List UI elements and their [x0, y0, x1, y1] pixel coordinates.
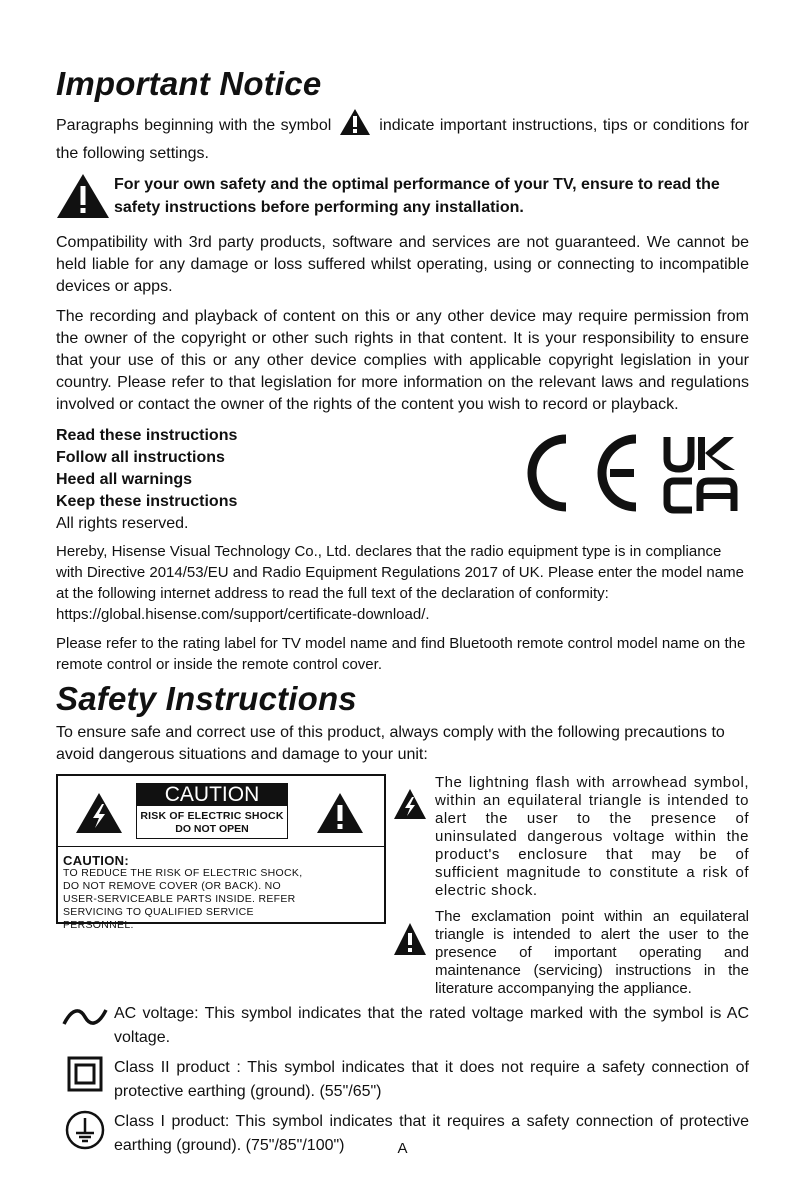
caution-box-top [58, 776, 384, 847]
safety-warning [56, 173, 749, 224]
compatibility-paragraph: Compatibility with 3rd party products, software and services are not guaranteed. We cannot be held liable for any damage or loss suffered whilst operating, using or connecting to incompatible devices or apps. [56, 234, 749, 296]
exclamation-triangle-icon [316, 792, 364, 839]
page [56, 66, 749, 1158]
caution-header: CAUTION [137, 784, 287, 806]
warning-text: For your own safety and the optimal performance of your TV, ensure to read the safety instructions before performing any installation. [114, 176, 720, 217]
exclamation-explanation [393, 908, 749, 998]
ce-mark [532, 439, 636, 507]
declaration-paragraph: Hereby, Hisense Visual Technology Co., Ltd. declares that the radio equipment type is in compliance with Directive 2014/53/EU and Radio Equipment Regulations 2017 of UK. Please enter the model name at the following internet address to read the full text of the declaration of conformity: https://global.hisense.com/support/certificate-download/. [56, 543, 744, 624]
recording-paragraph: The recording and playback of content on this or any other device may require permission from the owner of the copyright or other such rights in that content. It is your responsibility to ensure that your use of this or any other device complies with applicable copyright legislation in your country. Please refer to that legislation for more information on the relevant laws and regulations involved or contact the owner of the rights of the content you wish to record or playback. [56, 308, 749, 414]
ac-symbol-row [56, 1002, 749, 1050]
exclamation-triangle-icon [393, 908, 435, 961]
instructions-block [56, 425, 749, 533]
lightning-explanation [393, 774, 749, 900]
caution-colon-label: CAUTION: [63, 852, 129, 868]
lightning-triangle-icon [393, 774, 435, 825]
warning-triangle-icon [339, 108, 371, 143]
instruction-list [56, 425, 238, 533]
caution-line1: RISK OF ELECTRIC SHOCK [140, 809, 284, 822]
exclamation-text: The exclamation point within an equilateral triangle is intended to alert the user to the presence of important operating and maintenance (servicing) instructions in the literature accompanying the appliance. [435, 907, 749, 997]
ukca-mark [667, 437, 735, 511]
safety-instructions-title: Safety Instructions [56, 680, 357, 718]
rights-reserved: All rights reserved. [56, 515, 189, 533]
instruction-line: Keep these instructions [56, 493, 238, 511]
class-ii-icon [56, 1056, 114, 1092]
safety-intro: To ensure safe and correct use of this product, always comply with the following precautions to avoid dangerous situations and damage to your unit: [56, 723, 725, 763]
caution-text: TO REDUCE THE RISK OF ELECTRIC SHOCK, DO NOT REMOVE COVER (OR BACK). NO USER-SERVICEABLE PARTS INSIDE. REFER SERVICING TO QUALIFIED SERVICE PERSONNEL. [63, 866, 303, 931]
lightning-text: The lightning flash with arrowhead symbol, within an equilateral triangle is intended to alert the user to the presence of uninsulated dangerous voltage within the product's enclosure that may be of sufficient magnitude to constitute a risk of electric shock. [435, 773, 749, 899]
instruction-line: Read these instructions [56, 427, 238, 445]
ac-voltage-icon [56, 1002, 114, 1032]
instruction-line: Follow all instructions [56, 449, 225, 467]
instruction-line: Heed all warnings [56, 471, 193, 489]
symbol-explanations [393, 774, 749, 998]
ce-ukca-marks [524, 429, 749, 517]
caution-label-box [56, 774, 386, 931]
warning-triangle-large-icon [56, 173, 110, 224]
class2-symbol-row [56, 1056, 749, 1104]
intro-after: indicate important instructions, tips or conditions for the following settings. [56, 117, 749, 163]
lightning-triangle-icon [75, 792, 123, 839]
important-notice-title: Important Notice [56, 65, 322, 102]
class1-text: Class I product: This symbol indicates that it requires a safety connection of protective earthing (ground). (75"/85"/100") [114, 1112, 749, 1154]
ac-voltage-text: AC voltage: This symbol indicates that the rated voltage marked with the symbol is AC voltage. [114, 1004, 749, 1046]
caution-label [136, 783, 288, 839]
intro-before: Paragraphs beginning with the symbol [56, 117, 332, 135]
intro-paragraph [56, 108, 749, 165]
class2-text: Class II product : This symbol indicates that it does not require a safety connection of protective earthing (ground). (55"/65") [114, 1058, 749, 1100]
rating-paragraph: Please refer to the rating label for TV model name and find Bluetooth remote control model name on the remote control or inside the remote control cover. [56, 635, 746, 674]
caution-line2: DO NOT OPEN [175, 822, 249, 835]
page-letter: A [397, 1140, 408, 1157]
caution-box-bottom [63, 854, 384, 932]
caution-section [56, 774, 749, 996]
